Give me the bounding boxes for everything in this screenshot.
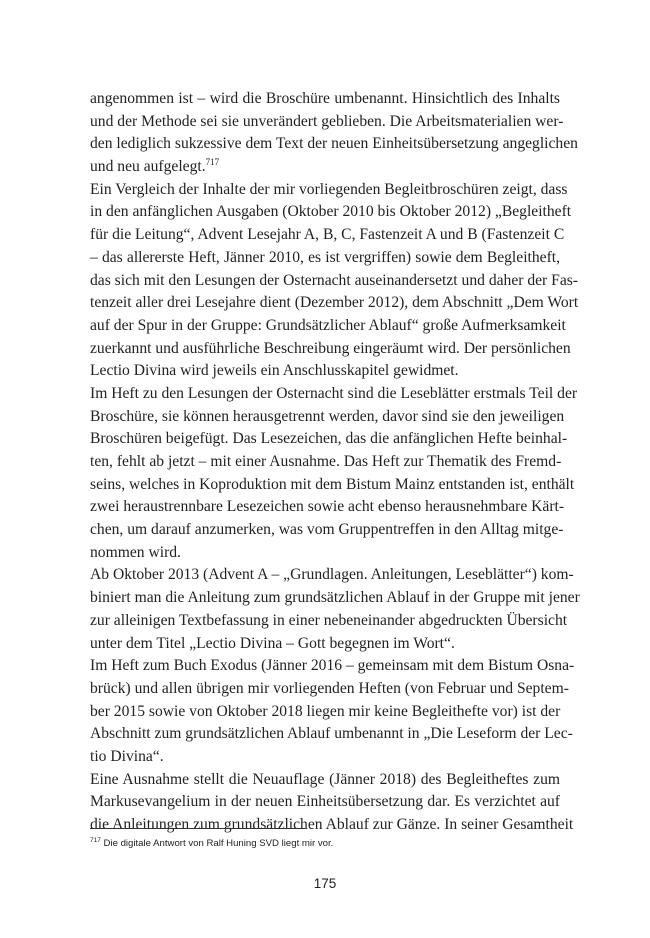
- text-line: [90, 383, 578, 406]
- text-line: [90, 111, 564, 134]
- line-text: Markusevangelium in der neuen Einheitsübersetzung dar. Es verzichtet auf: [90, 793, 560, 811]
- line-text: biniert man die Anleitung zum grundsätzlichen Ablauf in der Gruppe mit jener: [90, 589, 580, 607]
- text-line: [90, 701, 560, 724]
- line-text: die Anleitungen zum grundsätzlichen Ablauf zur Gänze. In seiner Gesamtheit: [90, 816, 574, 833]
- text-line: [90, 224, 565, 247]
- footnote-divider: [90, 828, 305, 829]
- line-text: nommen wird.: [90, 543, 181, 561]
- line-text: Broschüre, sie können herausgetrennt werden, davor sind sie den jeweiligen: [90, 407, 565, 425]
- line-text: seins, welches in Koproduktion mit dem Bistum Mainz entstanden ist, enthält: [90, 475, 575, 493]
- footnote-text: Die digitale Antwort von Ralf Huning SVD liegt mir vor.: [100, 838, 334, 849]
- line-text: Eine Ausnahme stellt die Neuauflage (Jänner 2018) des Begleitheftes zum: [90, 770, 560, 788]
- text-line: [90, 179, 568, 202]
- text-line: [90, 201, 572, 224]
- line-text: das sich mit den Lesungen der Osternacht auseinandersetzt und daher der Fas-: [90, 271, 579, 289]
- text-line: [90, 428, 568, 451]
- text-line: [90, 338, 571, 361]
- line-text: Lectio Divina wird jeweils ein Anschlusskapitel gewidmet.: [90, 362, 459, 380]
- line-text: Broschüren beigefügt. Das Lesezeichen, das die anfänglichen Hefte beinhal-: [90, 430, 568, 448]
- text-line: [90, 678, 569, 701]
- text-line: [90, 496, 565, 519]
- text-line: [90, 133, 578, 156]
- text-line: [90, 88, 560, 111]
- line-text: ten, fehlt ab jetzt – mit einer Ausnahme. Das Heft zur Thematik des Fremd-: [90, 453, 562, 470]
- text-line: [90, 451, 560, 474]
- line-text: tenzeit aller drei Lesejahre dient (Dezember 2012), dem Abschnitt „Dem Wort: [90, 294, 579, 312]
- line-text: Abschnitt zum grundsätzlichen Ablauf umbenannt in „Die Leseform der Lec-: [90, 725, 573, 743]
- text-line: [90, 270, 579, 293]
- page-number: 175: [313, 876, 337, 891]
- footnote: [90, 838, 560, 849]
- text-line: [90, 655, 575, 678]
- line-text: und neu aufgelegt.: [90, 158, 206, 176]
- line-text: für die Leitung“, Advent Lesejahr A, B, C, Fastenzeit A und B (Fastenzeit C: [90, 226, 565, 244]
- line-text: ber 2015 sowie von Oktober 2018 liegen mir keine Begleithefte vor) ist der: [90, 702, 561, 720]
- line-text: Im Heft zum Buch Exodus (Jänner 2016 – gemeinsam mit dem Bistum Osna-: [90, 657, 575, 675]
- body-text: [90, 88, 580, 837]
- line-text: chen, um darauf anzumerken, was vom Gruppentreffen in den Alltag mitge-: [90, 521, 564, 539]
- line-text: in den anfänglichen Ausgaben (Oktober 2010 bis Oktober 2012) „Begleitheft: [90, 203, 572, 221]
- text-line: [90, 360, 560, 383]
- line-text: Im Heft zu den Lesungen der Osternacht sind die Leseblätter erstmals Teil der: [90, 384, 578, 402]
- text-line: [90, 633, 560, 656]
- line-text: auf der Spur in der Gruppe: Grundsätzlicher Ablauf“ große Aufmerksamkeit: [90, 316, 566, 334]
- line-text: Ab Oktober 2013 (Advent A – „Grundlagen. Anleitungen, Leseblätter“) kom-: [90, 566, 574, 584]
- text-line: [90, 474, 575, 497]
- text-line: [90, 406, 565, 429]
- text-line: [90, 542, 560, 565]
- text-line: [90, 315, 566, 338]
- footnote-reference: 717: [205, 156, 220, 167]
- text-line: [90, 610, 568, 633]
- text-line: [90, 746, 560, 769]
- text-line: [90, 587, 580, 610]
- text-line: [90, 723, 573, 746]
- text-line: [90, 156, 560, 179]
- line-text: unter dem Titel „Lectio Divina – Gott begegnen im Wort“.: [90, 634, 455, 652]
- line-text: zwei heraustrennbare Lesezeichen sowie acht ebenso herausnehmbare Kärt-: [90, 498, 565, 516]
- text-line: [90, 791, 560, 814]
- line-text: Ein Vergleich der Inhalte der mir vorliegenden Begleitbroschüren zeigt, dass: [90, 180, 568, 198]
- text-line: [90, 814, 574, 837]
- text-line: [90, 519, 564, 542]
- line-text: zuerkannt und ausführliche Beschreibung eingeräumt wird. Der persönlichen: [90, 339, 571, 357]
- footnote-marker: 717: [90, 836, 101, 844]
- line-text: und der Methode sei sie unverändert geblieben. Die Arbeitsmaterialien wer-: [90, 112, 564, 130]
- line-text: den lediglich sukzessive dem Text der neuen Einheitsübersetzung angeglichen: [90, 135, 578, 153]
- line-text: tio Divina“.: [90, 747, 164, 765]
- text-line: [90, 769, 560, 792]
- line-text: – das allererste Heft, Jänner 2010, es ist vergriffen) sowie dem Begleitheft,: [90, 248, 560, 266]
- line-text: angenommen ist – wird die Broschüre umbenannt. Hinsichtlich des Inhalts: [90, 90, 560, 107]
- text-line: [90, 292, 579, 315]
- line-text: zur alleinigen Textbefassung in einer nebeneinander abgedruckten Übersicht: [90, 611, 568, 629]
- text-line: [90, 564, 574, 587]
- line-text: brück) und allen übrigen mir vorliegenden Heften (von Februar und Septem-: [90, 679, 569, 697]
- text-line: [90, 247, 560, 270]
